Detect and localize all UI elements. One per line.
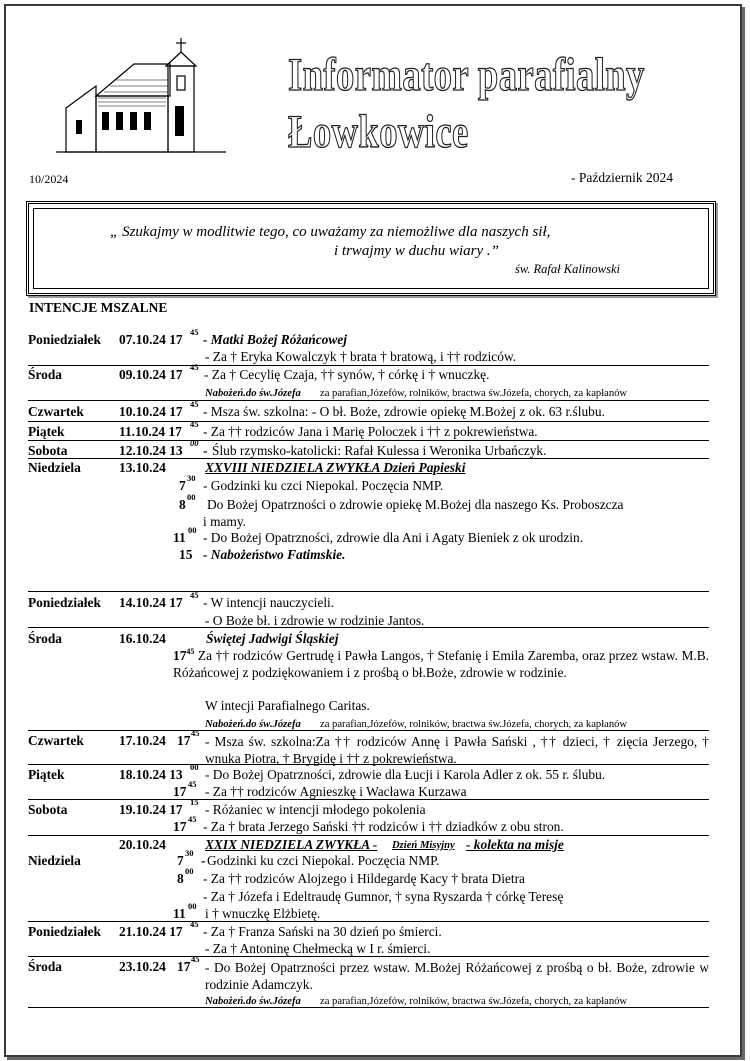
divider bbox=[28, 921, 709, 922]
intention-text: Poniedziałek bbox=[28, 595, 101, 610]
intention-text: 17.10.24 bbox=[119, 733, 166, 748]
intention-text: - Msza św. szkolna: - O bł. Boże, zdrowie opiekę M.Bożej z ok. 63 r.ślubu. bbox=[203, 404, 605, 419]
intention-text: 17 bbox=[173, 819, 187, 834]
paragraph-text: - Do Bożej Opatrzności przez wstaw. M.Bożej Różańcowej z prośbą o bł. Boże, zdrowie w rodzinie Adamczyk. bbox=[205, 960, 709, 992]
intention-text: - Za † Cecylię Czaja, †† synów, † córkę i † wnuczkę. bbox=[204, 367, 490, 382]
intention-text: 18.10.24 13 bbox=[119, 767, 183, 782]
intention-paragraph bbox=[205, 959, 709, 993]
divider bbox=[28, 591, 709, 592]
intention-text: Środa bbox=[28, 631, 62, 646]
intention-text: 11.10.24 17 bbox=[119, 424, 182, 439]
time-superscript: 00 bbox=[187, 492, 196, 502]
time-superscript: 45 bbox=[191, 728, 200, 738]
intention-text: 07.10.24 17 bbox=[119, 332, 183, 347]
intention-text: - Różaniec w intencji młodego pokolenia bbox=[205, 802, 426, 817]
intention-text: Dzień Misyjny bbox=[392, 840, 455, 851]
intention-text: - Za † Antoninę Chełmecką w I r. śmierci. bbox=[205, 941, 431, 956]
intention-text: Sobota bbox=[28, 802, 68, 817]
intention-text: - Do Bożej Opatrzności, zdrowie dla Łucji i Karola Adler z ok. 55 r. ślubu. bbox=[205, 767, 606, 782]
time-superscript: 45 bbox=[186, 647, 195, 656]
intention-text: Ślub rzymsko-katolicki: Rafał Kulessa i Weronika Urbańczyk. bbox=[212, 443, 547, 458]
time-superscript: 30 bbox=[185, 848, 194, 858]
section-title: INTENCJE MSZALNE bbox=[29, 300, 168, 315]
intention-text: 10.10.24 17 bbox=[119, 404, 183, 419]
intention-text: 15 bbox=[179, 547, 193, 562]
divider bbox=[28, 730, 709, 731]
intention-text: - kolekta na misje bbox=[466, 837, 564, 852]
time-superscript: 00 bbox=[188, 525, 197, 535]
intention-text: Środa bbox=[28, 959, 62, 974]
intention-text: 17 bbox=[173, 784, 187, 799]
intention-text: W intecji Parafialnego Caritas. bbox=[205, 698, 370, 713]
time-superscript: 00 bbox=[190, 438, 199, 448]
divider bbox=[28, 799, 709, 800]
time-superscript: 45 bbox=[190, 399, 199, 409]
paragraph-text: Za †† rodziców Gertrudę i Pawła Langos, † Stefanię i Emila Zaremba, oraz przez wstaw. M.B. Różańcowej z podziękowaniem i z prośbą o bł.Boże, zdrowie w rodzinie. bbox=[173, 648, 709, 680]
intention-text: Nabożeń.do św.Józefa bbox=[205, 996, 301, 1007]
intention-text: - Do Bożej Opatrzności, zdrowie dla Ani i Agaty Bieniek z ok urodzin. bbox=[203, 530, 584, 545]
intention-text: - W intencji nauczycieli. bbox=[203, 595, 335, 610]
intention-text: 17 bbox=[177, 733, 191, 748]
intention-text: - O Boże bł. i zdrowie w rodzinie Jantos. bbox=[205, 613, 425, 628]
intention-text: - Za †† rodziców Alojzego i Hildegardę Kacy † brata Dietra bbox=[203, 871, 525, 886]
intention-text: Czwartek bbox=[28, 404, 84, 419]
intention-text: Niedziela bbox=[28, 853, 81, 868]
divider bbox=[28, 458, 709, 459]
intention-text: 12.10.24 13 bbox=[119, 443, 183, 458]
divider bbox=[28, 440, 709, 441]
issue-number: 10/2024 bbox=[29, 172, 69, 186]
divider bbox=[28, 627, 709, 628]
intention-text: Niedziela bbox=[28, 460, 81, 475]
intention-text: Godzinki ku czci Niepokal. Poczęcia NMP. bbox=[207, 853, 440, 868]
time-superscript: 45 bbox=[188, 779, 197, 789]
paragraph-text: - Msza św. szkolna:Za †† rodziców Annę i Pawła Sański , †† dzieci, † zięcia Jerzego, † wnuka Piotra, † Brygidę i †† z pokrewieństwa. bbox=[205, 734, 709, 766]
intention-text: i † wnuczkę Elżbietę. bbox=[205, 906, 321, 921]
intention-text: Świętej Jadwigi Śląskiej bbox=[206, 631, 339, 646]
intention-text: 14.10.24 17 bbox=[119, 595, 183, 610]
quote-line1: „ Szukajmy w modlitwie tego, co uważamy za niemożliwe dla naszych sił, bbox=[110, 224, 551, 240]
time-superscript: 45 bbox=[190, 362, 199, 372]
time-superscript: 00 bbox=[190, 762, 199, 772]
intention-text: XXVIII NIEDZIELA ZWYKŁA Dzień Papieski bbox=[205, 460, 466, 475]
intention-text: 11 bbox=[173, 906, 186, 921]
church-illustration bbox=[56, 36, 226, 158]
time-superscript: 00 bbox=[185, 866, 194, 876]
intention-text: Do Bożej Opatrzności o zdrowie opiekę M.Bożej dla naszego Ks. Proboszcza bbox=[207, 497, 624, 512]
divider bbox=[28, 1007, 709, 1008]
title-line1: Informator parafialny bbox=[288, 49, 645, 101]
intention-paragraph bbox=[173, 647, 709, 681]
intention-text: - Za †† rodziców Agnieszkę i Wacława Kurzawa bbox=[205, 784, 467, 799]
intention-text: - Nabożeństwo Fatimskie. bbox=[203, 547, 346, 562]
intention-text: Czwartek bbox=[28, 733, 84, 748]
intention-text: 8 bbox=[179, 497, 186, 512]
intention-text: 17 bbox=[177, 959, 191, 974]
time-superscript: 45 bbox=[190, 919, 199, 929]
quote-author: św. Rafał Kalinowski bbox=[515, 262, 620, 276]
time-superscript: 15 bbox=[190, 797, 199, 807]
intention-text: za parafian,Józefów, rolników, bractwa św.Józefa, chorych, za kapłanów bbox=[320, 996, 628, 1007]
intention-paragraph bbox=[205, 733, 709, 767]
divider bbox=[28, 400, 709, 401]
intention-text: XXIX NIEDZIELA ZWYKŁA - bbox=[205, 837, 378, 852]
intention-text: - Za † Eryka Kowalczyk † brata † bratową, i †† rodziców. bbox=[205, 349, 517, 364]
intention-text: 7 bbox=[179, 478, 186, 493]
intention-text: 13.10.24 bbox=[119, 460, 166, 475]
intention-text: 19.10.24 17 bbox=[119, 802, 183, 817]
intention-text: 7 bbox=[177, 853, 184, 868]
intention-text: - Matki Bożej Różańcowej bbox=[203, 332, 347, 347]
time-superscript: 45 bbox=[190, 419, 199, 429]
intention-text: i mamy. bbox=[203, 514, 247, 529]
intention-text: - Godzinki ku czci Niepokal. Poczęcia NMP. bbox=[203, 478, 444, 493]
intention-text: 16.10.24 bbox=[119, 631, 166, 646]
time-superscript: 45 bbox=[191, 954, 200, 964]
divider bbox=[28, 956, 709, 957]
divider bbox=[28, 365, 709, 366]
intention-text: 23.10.24 bbox=[119, 959, 166, 974]
intention-text: 11 bbox=[173, 530, 186, 545]
intention-text: Poniedziałek bbox=[28, 924, 101, 939]
divider bbox=[28, 764, 709, 765]
intention-text: Nabożeń.do św.Józefa bbox=[205, 388, 301, 399]
intention-text: - Za †† rodziców Jana i Marię Poloczek i †† z pokrewieństwa. bbox=[203, 424, 538, 439]
intention-text: Piątek bbox=[28, 767, 65, 782]
intention-text: 21.10.24 17 bbox=[119, 924, 183, 939]
issue-date: - Październik 2024 bbox=[571, 170, 673, 185]
intention-text: Poniedziałek bbox=[28, 332, 101, 347]
intention-text: Środa bbox=[28, 367, 62, 382]
intention-text: 20.10.24 bbox=[119, 837, 166, 852]
quote-line2: i trwajmy w duchu wiary .” bbox=[334, 243, 500, 259]
intention-text: Piątek bbox=[28, 424, 65, 439]
time-superscript: 45 bbox=[190, 327, 199, 337]
time-superscript: 45 bbox=[190, 590, 199, 600]
intention-text: za parafian,Józefów, rolników, bractwa św.Józefa, chorych, za kapłanów bbox=[320, 719, 628, 730]
divider bbox=[28, 835, 709, 836]
title-line2: Łowkowice bbox=[288, 106, 469, 158]
time-superscript: 30 bbox=[187, 473, 196, 483]
time-superscript: 00 bbox=[188, 901, 197, 911]
intention-text: Sobota bbox=[28, 443, 68, 458]
intention-text: Nabożeń.do św.Józefa bbox=[205, 719, 301, 730]
intention-text: - Za † Franza Sański na 30 dzień po śmierci. bbox=[203, 924, 442, 939]
intention-text: - bbox=[201, 853, 206, 868]
divider bbox=[28, 421, 709, 422]
intention-text: 09.10.24 17 bbox=[119, 367, 183, 382]
intention-text: - Za † Józefa i Edeltraudę Gumnor, † syna Ryszarda † córkę Teresę bbox=[203, 889, 564, 904]
intention-text: - bbox=[203, 443, 208, 458]
mass-time: 17 bbox=[173, 648, 187, 663]
time-superscript: 45 bbox=[188, 814, 197, 824]
intention-text: - Za † brata Jerzego Sański †† rodziców i †† dziadków z obu stron. bbox=[203, 819, 564, 834]
intention-text: za parafian,Józefów, rolników, bractwa św.Józefa, chorych, za kapłanów bbox=[320, 388, 628, 399]
intention-text: 8 bbox=[177, 871, 184, 886]
